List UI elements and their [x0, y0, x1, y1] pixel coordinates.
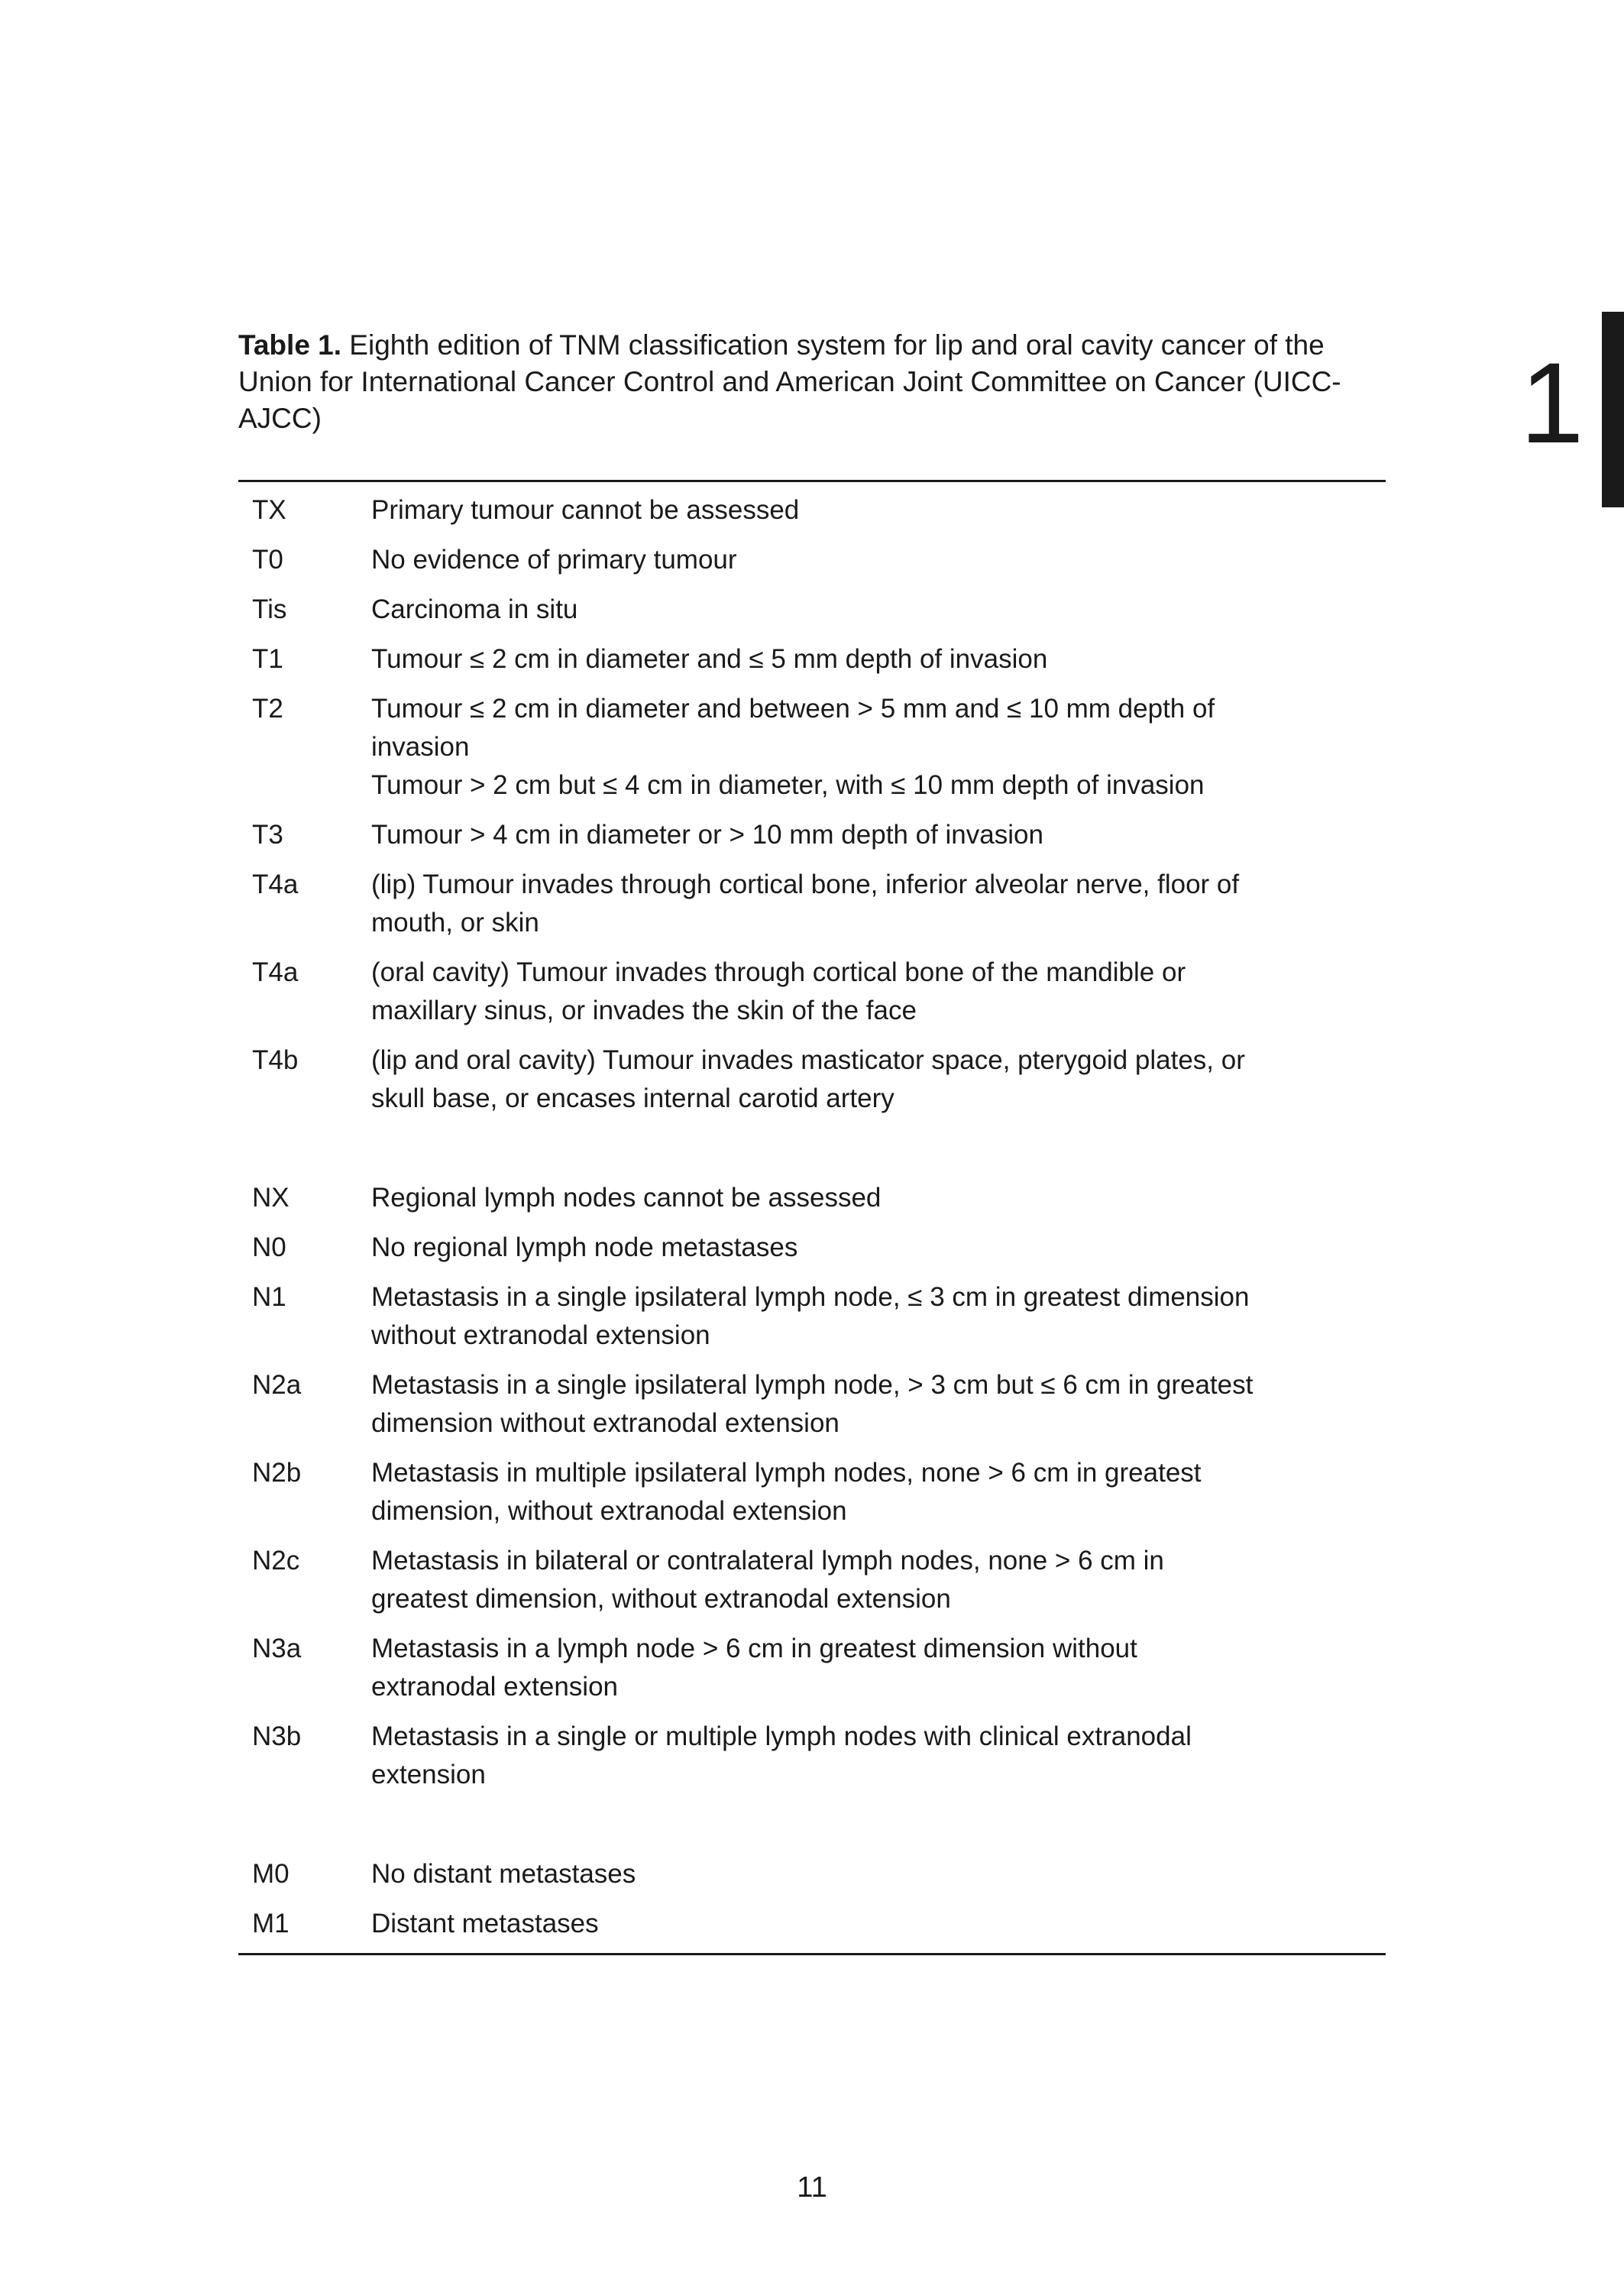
table-row [238, 1899, 1386, 1948]
stage-code: T2 [252, 694, 283, 724]
stage-code: T4a [252, 957, 299, 987]
table-row [238, 535, 1386, 585]
stage-code: T4a [252, 870, 299, 899]
stage-code: N3b [252, 1721, 302, 1751]
stage-description [371, 1129, 1386, 1168]
stage-description [371, 1229, 1386, 1267]
stage-description [371, 1366, 1386, 1443]
stage-description [371, 1855, 1386, 1893]
stage-description [371, 1179, 1386, 1217]
table-row [238, 1360, 1386, 1448]
description-line: Metastasis in a single ipsilateral lymph node, ≤ 3 cm in greatest dimension [371, 1282, 1250, 1312]
description-line: Primary tumour cannot be assessed [371, 495, 800, 525]
description-line: Metastasis in a single ipsilateral lymph node, > 3 cm but ≤ 6 cm in greatest [371, 1370, 1254, 1400]
description-line: without extranodal extension [371, 1320, 710, 1350]
stage-description [371, 1718, 1386, 1794]
description-line: skull base, or encases internal carotid artery [371, 1083, 894, 1113]
table-caption [238, 327, 1399, 437]
stage-description [371, 541, 1386, 579]
table-row [238, 1272, 1386, 1360]
stage-code: N2c [252, 1546, 300, 1576]
stage-code: NX [252, 1183, 290, 1213]
description-line: Carcinoma in situ [371, 594, 578, 624]
table-row [238, 860, 1386, 947]
table-row [238, 1223, 1386, 1272]
stage-code: N1 [252, 1282, 286, 1312]
description-line: Tumour ≤ 2 cm in diameter and ≤ 5 mm depth of invasion [371, 644, 1048, 674]
description-line: Tumour > 2 cm but ≤ 4 cm in diameter, with ≤ 10 mm depth of invasion [371, 770, 1205, 800]
description-line: invasion [371, 732, 470, 762]
table-row [238, 1035, 1386, 1123]
stage-description [371, 591, 1386, 629]
description-line: Metastasis in multiple ipsilateral lymph nodes, none > 6 cm in greatest [371, 1458, 1202, 1488]
stage-description [371, 1041, 1386, 1118]
stage-code: T0 [252, 545, 283, 575]
description-line: Metastasis in a single or multiple lymph nodes with clinical extranodal [371, 1721, 1192, 1751]
stage-code: TX [252, 495, 286, 525]
table-spacer-row [238, 1123, 1386, 1173]
stage-code: M0 [252, 1859, 290, 1889]
description-line: No distant metastases [371, 1859, 636, 1889]
stage-code: T4b [252, 1045, 299, 1075]
table-row [238, 1173, 1386, 1223]
stage-code [238, 1129, 371, 1168]
stage-description [371, 1905, 1386, 1943]
stage-code: N2b [252, 1458, 302, 1488]
stage-code: N3a [252, 1634, 302, 1663]
table-label: Table 1. [238, 329, 342, 361]
description-line: (lip and oral cavity) Tumour invades masticator space, pterygoid plates, or [371, 1045, 1245, 1075]
table-row [238, 947, 1386, 1035]
description-line: Tumour > 4 cm in diameter or > 10 mm depth of invasion [371, 820, 1043, 850]
stage-description [371, 1542, 1386, 1618]
table-spacer-row [238, 1799, 1386, 1849]
table-row [238, 1624, 1386, 1712]
description-line: extranodal extension [371, 1672, 618, 1702]
table-row [238, 1712, 1386, 1799]
description-line: No evidence of primary tumour [371, 545, 737, 575]
stage-description [371, 1278, 1386, 1355]
stage-code [238, 1806, 371, 1844]
stage-description [371, 491, 1386, 530]
table-row [238, 1448, 1386, 1536]
tnm-table [238, 480, 1386, 1955]
description-line: maxillary sinus, or invades the skin of the face [371, 996, 917, 1025]
description-line: (lip) Tumour invades through cortical bone, inferior alveolar nerve, floor of [371, 870, 1240, 899]
description-line: dimension without extranodal extension [371, 1408, 839, 1438]
description-line: greatest dimension, without extranodal extension [371, 1584, 951, 1614]
table-row [238, 485, 1386, 535]
description-line: No regional lymph node metastases [371, 1232, 798, 1262]
stage-code: T1 [252, 644, 283, 674]
caption-text: Eighth edition of TNM classification system for lip and oral cavity cancer of the Union for International Cancer Control and American Joint Committee on Cancer (UICC-AJCC) [238, 329, 1341, 434]
table-row [238, 684, 1386, 810]
description-line: Metastasis in bilateral or contralateral lymph nodes, none > 6 cm in [371, 1546, 1164, 1576]
table-row [238, 810, 1386, 860]
stage-code: N0 [252, 1232, 286, 1262]
description-line: Regional lymph nodes cannot be assessed [371, 1183, 882, 1213]
description-line: Distant metastases [371, 1909, 599, 1938]
description-line: extension [371, 1760, 486, 1789]
chapter-tab [1602, 312, 1624, 507]
page-number: 11 [797, 2172, 827, 2204]
stage-code: M1 [252, 1909, 290, 1938]
description-line: dimension, without extranodal extension [371, 1496, 847, 1526]
description-line: mouth, or skin [371, 908, 539, 938]
stage-code: N2a [252, 1370, 302, 1400]
table-row [238, 1849, 1386, 1899]
stage-code: T3 [252, 820, 283, 850]
chapter-number: 1 [1520, 338, 1584, 467]
description-line: (oral cavity) Tumour invades through cortical bone of the mandible or [371, 957, 1186, 987]
stage-description [371, 816, 1386, 854]
stage-description [371, 954, 1386, 1030]
table-row [238, 1536, 1386, 1624]
stage-description [371, 1454, 1386, 1530]
table-row [238, 634, 1386, 684]
stage-description [371, 640, 1386, 679]
stage-description [371, 690, 1386, 805]
stage-code: Tis [252, 594, 287, 624]
stage-description [371, 1630, 1386, 1706]
stage-description [371, 866, 1386, 942]
stage-description [371, 1806, 1386, 1844]
description-line: Tumour ≤ 2 cm in diameter and between > 5 mm and ≤ 10 mm depth of [371, 694, 1215, 724]
description-line: Metastasis in a lymph node > 6 cm in greatest dimension without [371, 1634, 1137, 1663]
table-row [238, 585, 1386, 634]
